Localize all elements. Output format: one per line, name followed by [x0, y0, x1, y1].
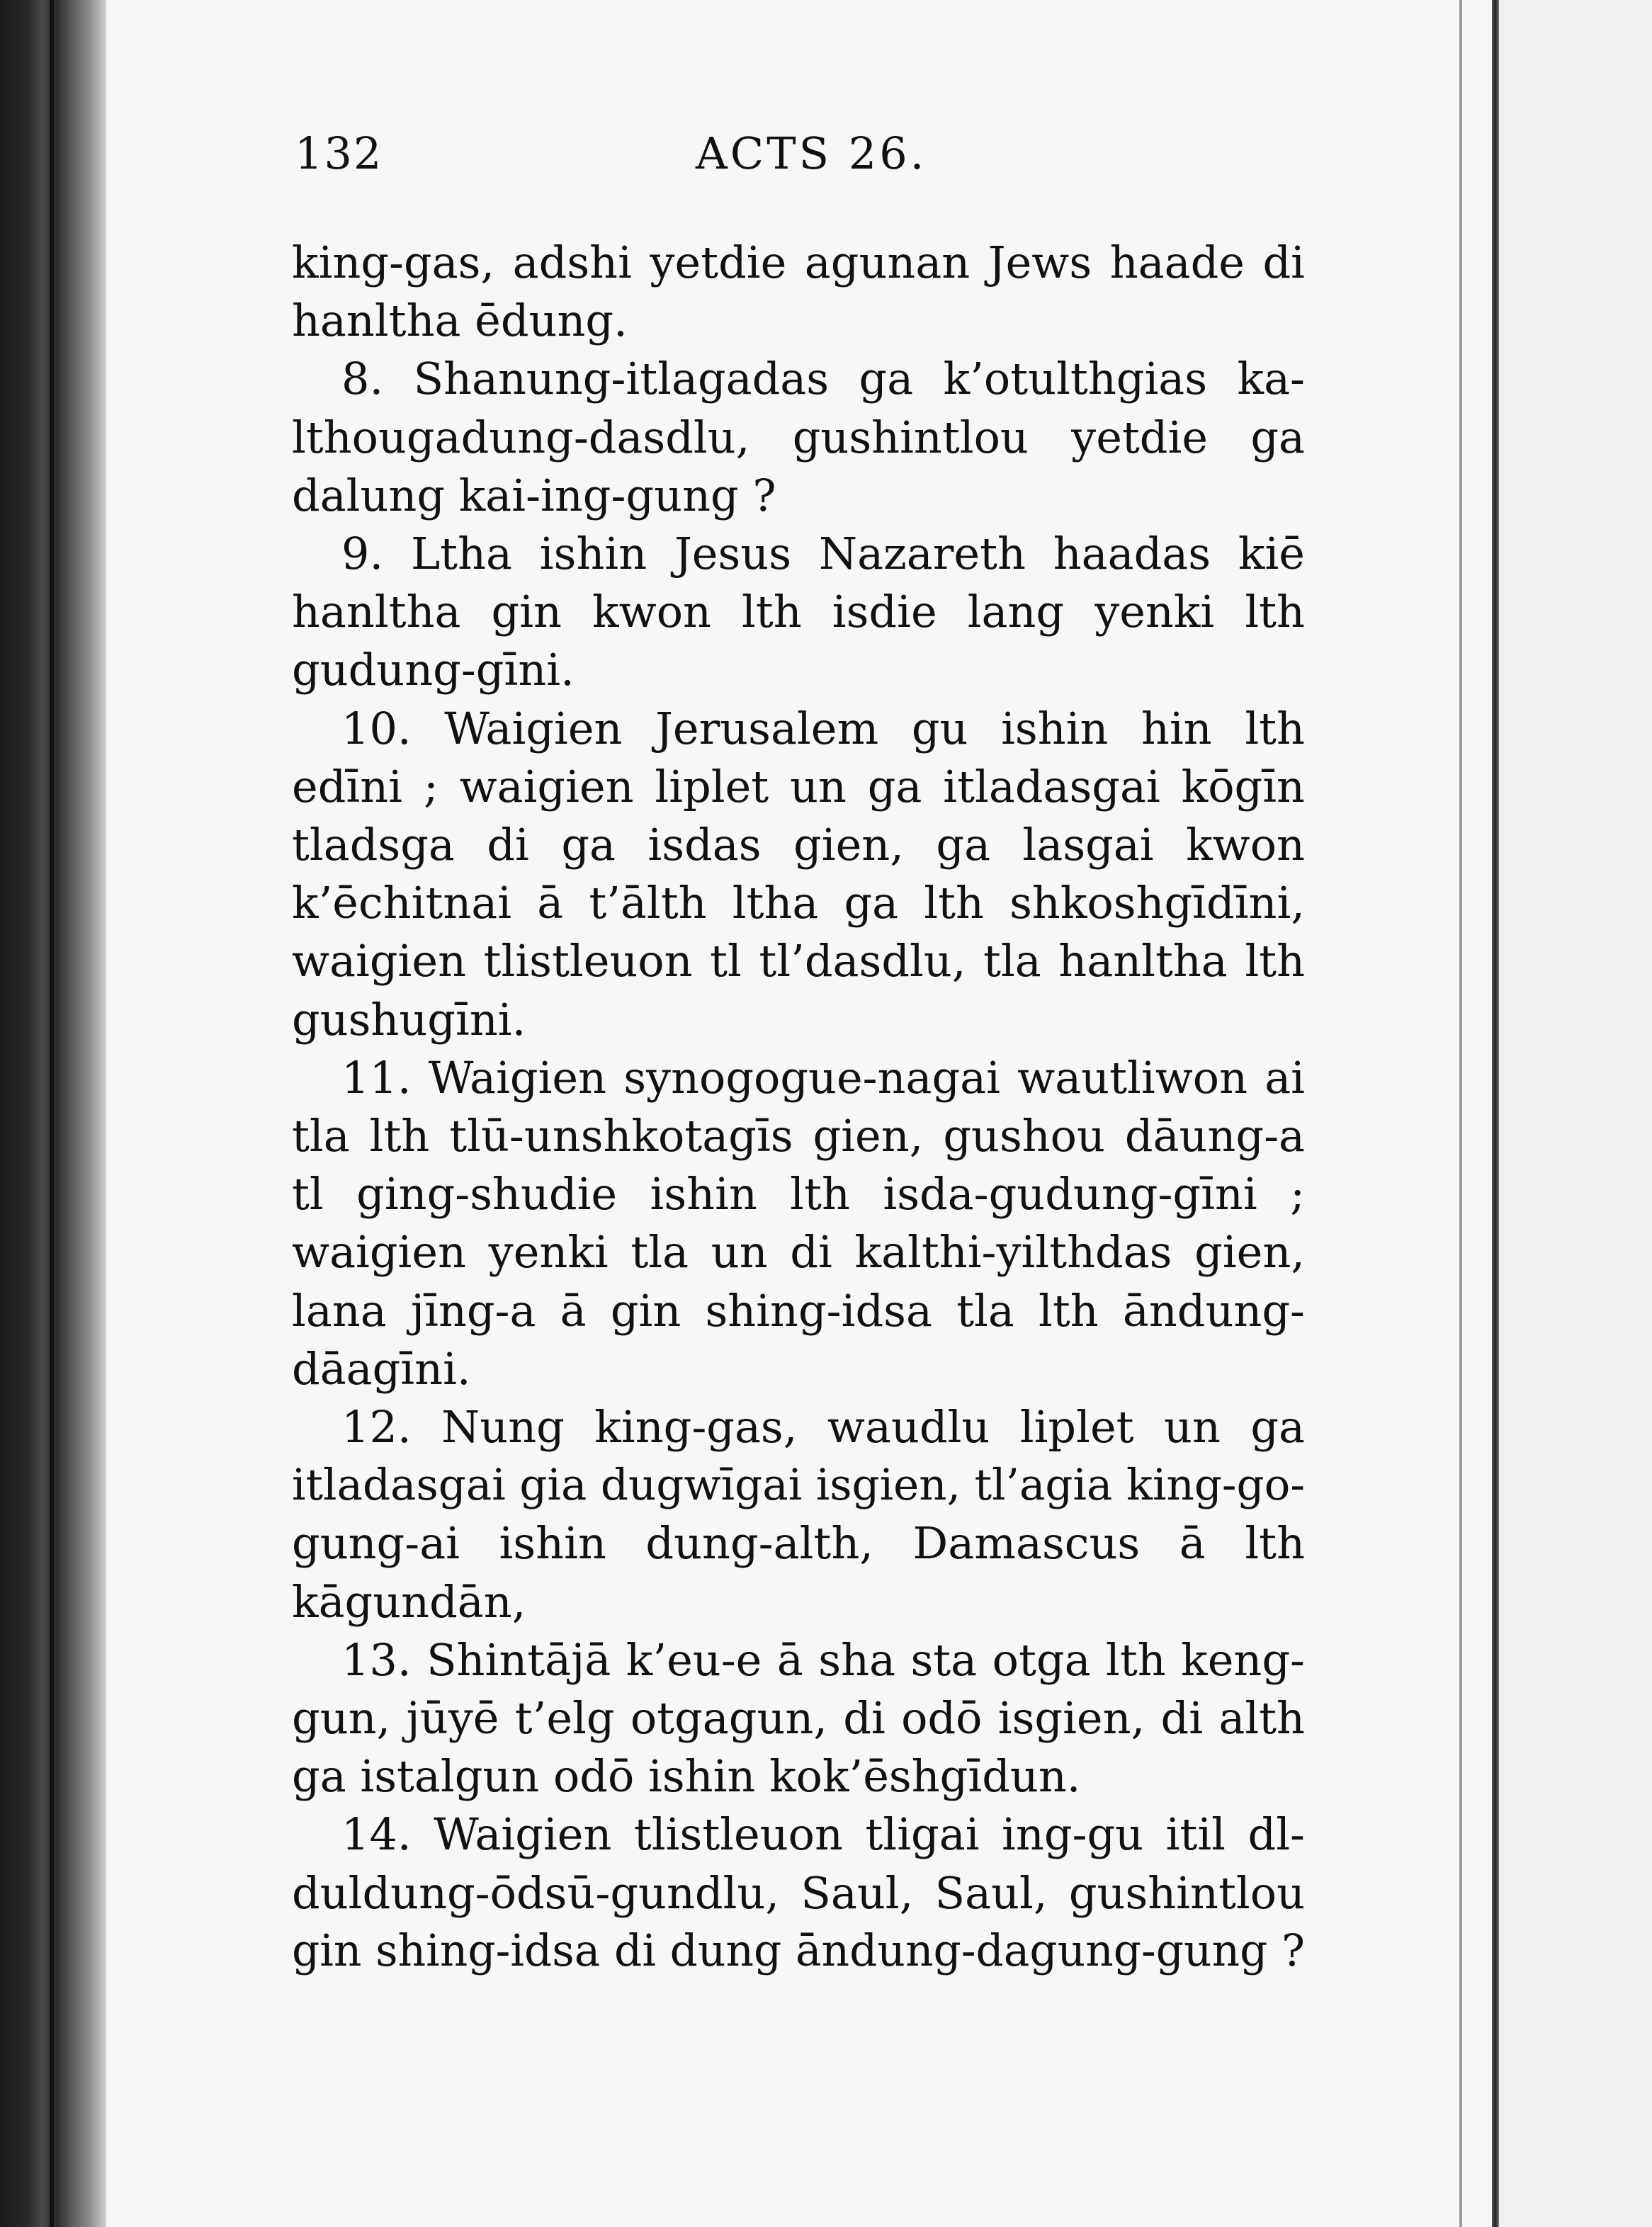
text-line: 14. Waigien tlistleuon tligai ing-gu itil dl- [341, 1808, 1305, 1861]
text-line: ga istalgun odō ishin kok’ēshgīdun. [292, 1750, 1081, 1803]
text-line: waigien tlistleuon tl tl’dasdlu, tla hanltha lth [292, 935, 1305, 987]
running-head: ACTS 26. [696, 128, 927, 179]
text-line: dalung kai-ing-gung ? [292, 469, 776, 521]
text-line: hanltha gin kwon lth isdie lang yenki lth [292, 586, 1305, 638]
text-line: tladsga di ga isdas gien, ga lasgai kwon [292, 819, 1305, 871]
page-header [292, 128, 1305, 198]
text-line: edīni ; waigien liplet un ga itladasgai kōgīn [292, 760, 1305, 812]
page-gutter [1492, 0, 1499, 2227]
text-line: tl ging-shudie ishin lth isda-gudung-gīni ; [292, 1168, 1305, 1220]
page-number: 132 [295, 128, 383, 179]
page-margin-line [1459, 0, 1462, 2227]
text-line: lana jīng-a ā gin shing-idsa tla lth āndung- [292, 1284, 1305, 1337]
text-line: lthougadung-dasdlu, gushintlou yetdie ga [292, 411, 1305, 463]
text-line: 11. Waigien synogogue-nagai wautliwon ai [341, 1051, 1305, 1104]
text-line: gushugīni. [292, 993, 526, 1046]
text-line: hanltha ēdung. [292, 295, 628, 347]
text-line: dāagīni. [292, 1342, 471, 1395]
text-line: gun, jūyē t’elg otgagun, di odō isgien, di alth [292, 1692, 1305, 1745]
text-line: king-gas, adshi yetdie agunan Jews haade di [292, 237, 1305, 288]
text-line: gudung-gīni. [292, 644, 575, 696]
text-line: tla lth tlū-unshkotagīs gien, gushou dāung-a [292, 1110, 1305, 1162]
text-line: gin shing-idsa di dung āndung-dagung-gung ? [292, 1925, 1305, 1976]
text-line: 10. Waigien Jerusalem gu ishin hin lth [341, 702, 1305, 754]
body-text [292, 234, 1305, 1980]
text-line: itladasgai gia dugwīgai isgien, tl’agia king-go- [292, 1460, 1305, 1511]
text-line: gung-ai ishin dung-alth, Damascus ā lth [292, 1517, 1305, 1570]
text-line: k’ēchitnai ā t’ālth ltha ga lth shkoshgīdīni, [292, 877, 1305, 929]
text-line: 13. Shintājā k’eu-e ā sha sta otga lth keng- [341, 1633, 1305, 1686]
page-content [292, 128, 1305, 1980]
text-line: 8. Shanung-itlagadas ga k’otulthgias ka- [341, 353, 1305, 405]
text-line: 9. Ltha ishin Jesus Nazareth haadas kiē [341, 528, 1305, 580]
text-line: waigien yenki tla un di kalthi-yilthdas gien, [292, 1226, 1305, 1279]
text-line: duldung-ōdsū-gundlu, Saul, Saul, gushintlou [292, 1866, 1305, 1919]
facing-page-edge [1499, 0, 1652, 2227]
binding-edge-line [50, 0, 54, 2227]
text-line: 12. Nung king-gas, waudlu liplet un ga [341, 1401, 1305, 1454]
text-line: kāgundān, [292, 1575, 526, 1628]
